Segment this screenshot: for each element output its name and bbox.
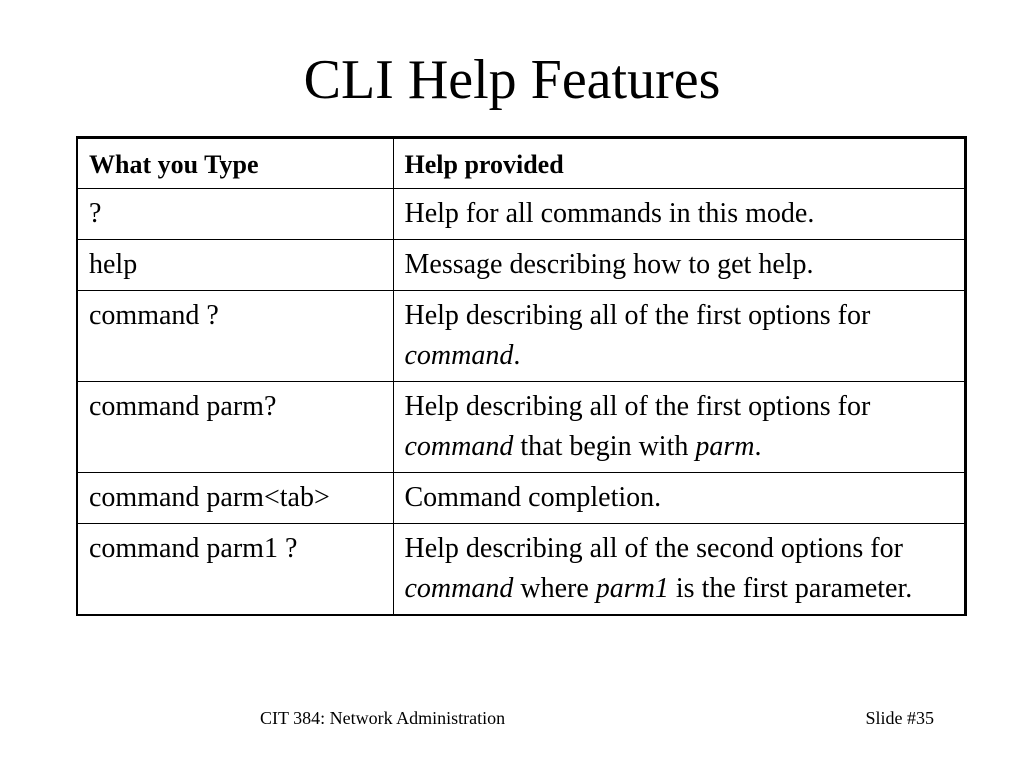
help-features-table [76, 136, 967, 616]
header-help-provided: Help provided [393, 138, 965, 189]
table-row [77, 291, 965, 382]
help-text: where [513, 573, 596, 604]
typed-command-cell: command parm<tab> [77, 473, 393, 524]
help-description-cell [393, 291, 965, 382]
help-description-cell [393, 189, 965, 240]
table-row [77, 240, 965, 291]
italic-term: parm [695, 431, 755, 462]
header-what-you-type: What you Type [77, 138, 393, 189]
help-text: Message describing how to get help. [404, 249, 814, 280]
table-body [77, 189, 965, 616]
help-text: . [754, 431, 762, 462]
help-description-cell [393, 473, 965, 524]
table-row [77, 189, 965, 240]
table-header [77, 138, 965, 189]
header-row [77, 138, 965, 189]
table-row [77, 524, 965, 616]
help-text: is the first parameter. [668, 573, 913, 604]
help-text: . [513, 340, 521, 371]
table-row [77, 473, 965, 524]
italic-term: command [404, 340, 514, 371]
footer-slide-number: Slide #35 [865, 708, 934, 728]
help-text: Help describing all of the first options for [404, 391, 871, 422]
italic-term: command [404, 431, 514, 462]
typed-command-cell: command parm1 ? [77, 524, 393, 616]
table-row [77, 382, 965, 473]
help-description-cell [393, 382, 965, 473]
help-description-cell [393, 524, 965, 616]
help-text: Help describing all of the second options for [404, 533, 903, 564]
footer-course-title: CIT 384: Network Administration [260, 708, 506, 728]
italic-term: parm1 [595, 573, 669, 604]
help-text: Help for all commands in this mode. [404, 198, 815, 229]
typed-command-cell: ? [77, 189, 393, 240]
slide-title: CLI Help Features [303, 49, 721, 111]
help-text: Command completion. [404, 482, 662, 513]
typed-command-cell: help [77, 240, 393, 291]
help-description-cell [393, 240, 965, 291]
help-text: that begin with [513, 431, 696, 462]
typed-command-cell: command ? [77, 291, 393, 382]
italic-term: command [404, 573, 514, 604]
help-text: Help describing all of the first options for [404, 300, 871, 331]
typed-command-cell: command parm? [77, 382, 393, 473]
